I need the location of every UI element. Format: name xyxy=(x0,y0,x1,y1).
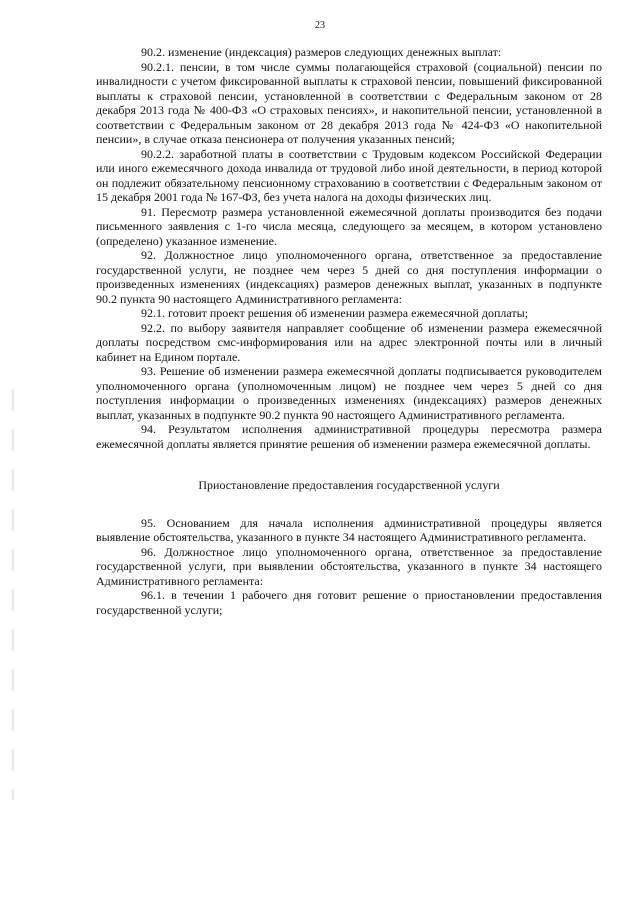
paragraph: 92. Должностное лицо уполномоченного органа, ответственное за предоставление государственной услуги, не позднее чем через 5 дней со дня поступления информации о произведенных изменениях (индексациях) размеров денежных выплат, указанных в подпункте 90.2 пункта 90 настоящего Административного регламента: xyxy=(96,248,602,306)
paragraph: 90.2.2. заработной платы в соответствии с Трудовым кодексом Российской Федерации или иного ежемесячного дохода инвалида от трудовой либо иной деятельности, в период которой он подлежит обязательному пенсионному страхованию в соответствии с Федеральным законом от 15 декабря 2001 года № 167-ФЗ, без учета налога на доходы физических лиц. xyxy=(96,146,602,204)
paragraph: 93. Решение об изменении размера ежемесячной доплаты подписывается руководителем уполномоченного органа (уполномоченным лицом) не позднее чем через 5 дней со дня поступления информации о произведенных изменениях (индексациях) размеров денежных выплат, указанных в подпункте 90.2 пункта 90 настоящего Административного регламента. xyxy=(96,364,602,422)
scan-margin-artifact xyxy=(12,380,14,800)
paragraph: 96.1. в течении 1 рабочего дня готовит решение о приостановлении предоставления государственной услуги; xyxy=(96,588,602,617)
paragraph: 91. Пересмотр размера установленной ежемесячной доплаты производится без подачи письменного заявления с 1-го числа месяца, следующего за месяцем, в котором установлено (определено) указанное изменение. xyxy=(96,204,602,248)
section-title: Приостановление предоставления государственной услуги xyxy=(198,478,500,492)
paragraph: 96. Должностное лицо уполномоченного органа, ответственное за предоставление государственной услуги, при выявлении обстоятельства, указанного в пункте 34 настоящего Административного регламента: xyxy=(96,544,602,588)
paragraph: 92.2. по выбору заявителя направляет сообщение об изменении размера ежемесячной доплаты посредством смс-информирования или на адрес электронной почты или в личный кабинет на Едином портале. xyxy=(96,320,602,364)
paragraph: 90.2. изменение (индексация) размеров следующих денежных выплат: xyxy=(141,45,502,59)
paragraph: 94. Результатом исполнения административной процедуры пересмотра размера ежемесячной доплаты является принятие решения об изменении размера ежемесячной доплаты. xyxy=(96,422,602,451)
paragraph: 95. Основанием для начала исполнения административной процедуры является выявление обстоятельства, указанного в пункте 34 настоящего Административного регламента. xyxy=(96,515,602,544)
paragraph: 92.1. готовит проект решения об изменении размера ежемесячной доплаты; xyxy=(141,306,529,320)
document-body xyxy=(96,45,602,617)
paragraph: 90.2.1. пенсии, в том числе суммы полагающейся страховой (социальной) пенсии по инвалидности с учетом фиксированной выплаты к страховой пенсии, повышений фиксированной выплаты к страховой пенсии, установленной в соответствии с Федеральным законом от 28 декабря 2013 года № 400-ФЗ «О страховых пенсиях», и накопительной пенсии, установленной в соответствии с Федеральным законом от 28 декабря 2013 года № 424-ФЗ «О накопительной пенсии», в случае отказа пенсионера от получения указанных пенсий; xyxy=(96,59,602,146)
page-number: 23 xyxy=(315,20,325,31)
